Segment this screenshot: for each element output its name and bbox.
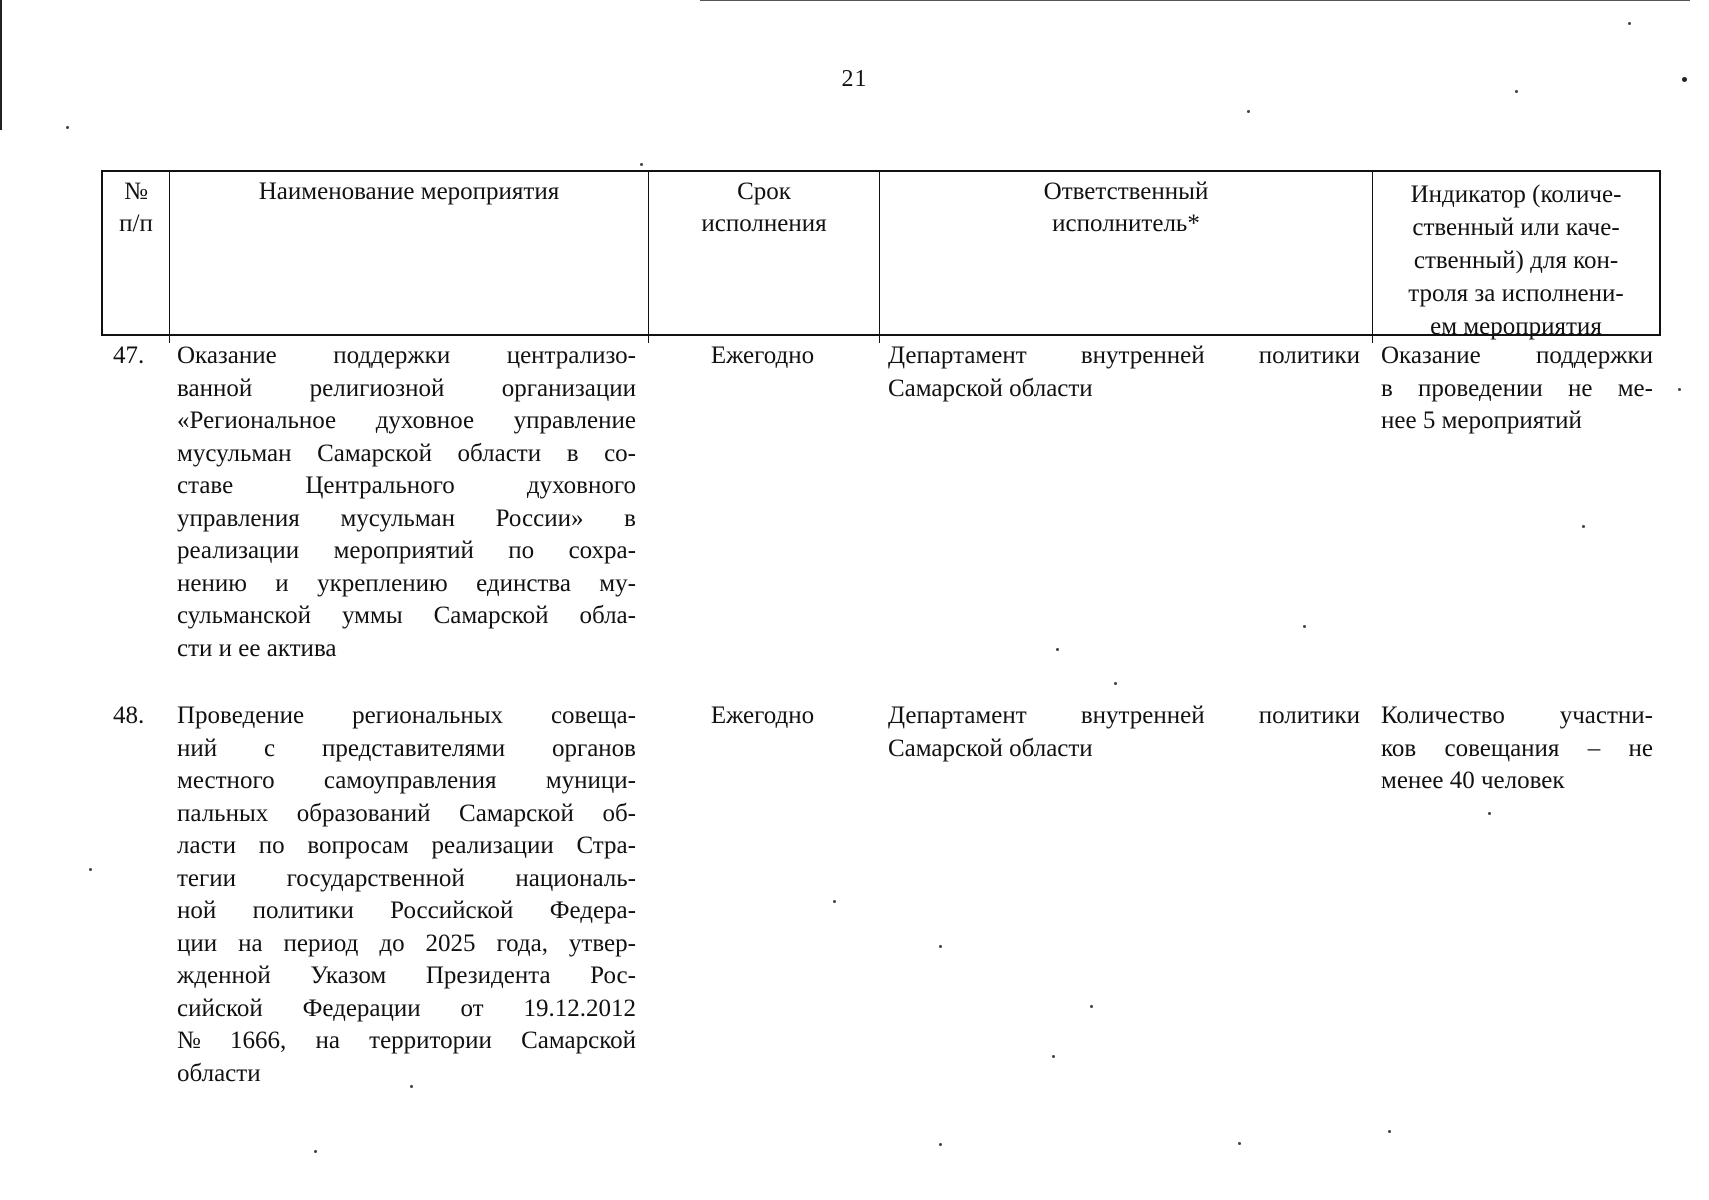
scan-edge-top (700, 0, 1690, 1)
text-line: сти и ее актива (177, 634, 337, 662)
page-number: 21 (841, 66, 868, 92)
text-line: ласти по вопросам реализации Стра- (177, 832, 636, 859)
header-name (170, 172, 649, 343)
row-term: Ежегодно (710, 702, 815, 729)
text-line: пальных образований Самарской об- (177, 799, 636, 827)
text-line: № 1666, на территории Самарской (177, 1027, 636, 1054)
text-line: менее 40 человек (1381, 767, 1565, 794)
scan-speck (939, 1143, 942, 1146)
text-line: нее 5 мероприятий (1381, 407, 1582, 434)
header-line: Индикатор (количе- (1410, 181, 1622, 208)
text-line: Проведение региональных совеща- (177, 702, 636, 729)
text-line: Самарской области (888, 374, 1093, 402)
header-line: исполнения (701, 210, 827, 237)
header-line: исполнитель* (1052, 210, 1200, 237)
text-line: ставе Центрального духовного (177, 472, 636, 499)
text-line: области (177, 1059, 261, 1087)
scan-speck (939, 945, 942, 948)
text-line: ний с представителями органов (177, 734, 636, 762)
text-line: тегии государственной националь- (177, 864, 636, 892)
row-event-name (177, 340, 636, 665)
row-event-name (177, 700, 636, 1090)
table-header (101, 170, 1661, 340)
header-line: троля за исполнени- (1408, 280, 1624, 307)
text-line: сульманской уммы Самарской обла- (177, 602, 636, 629)
text-line: ной политики Российской Федера- (177, 897, 636, 924)
text-line: реализации мероприятий по сохра- (177, 537, 636, 564)
header-line: п/п (119, 210, 153, 237)
scan-speck (1388, 1130, 1391, 1133)
header-term (649, 172, 880, 343)
text-line: Департамент внутренней политики (888, 342, 1360, 369)
scan-speck (1090, 1005, 1093, 1008)
text-line: Самарской области (888, 734, 1093, 762)
scan-speck (1678, 388, 1681, 391)
header-responsible (880, 172, 1373, 343)
row-responsible (888, 700, 1360, 765)
header-line: № (124, 178, 148, 205)
text-line: ванной религиозной организации (177, 374, 636, 402)
text-line: сийской Федерации от 19.12.2012 (177, 994, 636, 1022)
header-line: Срок (737, 178, 791, 205)
text-line: мусульман Самарской области в со- (177, 439, 636, 467)
scan-speck (1238, 1142, 1241, 1145)
text-line: Оказание поддержки (1381, 342, 1653, 369)
text-line: ции на период до 2025 года, утвер- (177, 929, 636, 957)
header-line: Ответственный (1043, 178, 1209, 205)
scan-speck (314, 1150, 317, 1153)
text-line: в проведении не ме- (1381, 374, 1653, 402)
row-indicator (1381, 340, 1653, 438)
text-line: «Региональное духовное управление (177, 407, 636, 434)
scan-speck (89, 868, 92, 871)
row-term: Ежегодно (710, 342, 815, 369)
text-line: жденной Указом Президента Рос- (177, 962, 636, 989)
header-line: Наименование мероприятия (258, 178, 560, 205)
text-line: управления мусульман России» в (177, 504, 636, 532)
scan-speck (1114, 682, 1117, 685)
header-line: ем мероприятия (1430, 313, 1602, 340)
scan-speck (1247, 110, 1250, 113)
header-indicator (1373, 172, 1659, 343)
text-line: Количество участни- (1381, 702, 1653, 729)
row-indicator (1381, 700, 1653, 798)
scan-edge-left (0, 0, 2, 130)
text-line: Оказание поддержки централизо- (177, 342, 636, 369)
scan-speck (1056, 648, 1059, 651)
scan-speck (1488, 812, 1491, 815)
scan-speck (1582, 525, 1585, 528)
row-number: 48. (113, 702, 145, 729)
scan-speck (833, 900, 836, 903)
row-number: 47. (113, 342, 145, 369)
header-line: ственный или каче- (1412, 214, 1620, 241)
text-line: ков совещания – не (1381, 734, 1653, 762)
scan-speck (640, 163, 643, 166)
scan-speck (1303, 625, 1306, 628)
text-line: местного самоуправления муници- (177, 767, 636, 794)
scan-speck (1052, 1055, 1055, 1058)
text-line: Департамент внутренней политики (888, 702, 1360, 729)
text-line: нению и укреплению единства му- (177, 569, 636, 597)
row-responsible (888, 340, 1360, 405)
scan-speck (66, 126, 69, 129)
header-num (103, 172, 170, 343)
scan-speck (1628, 22, 1631, 25)
header-line: ственный) для кон- (1413, 247, 1619, 274)
